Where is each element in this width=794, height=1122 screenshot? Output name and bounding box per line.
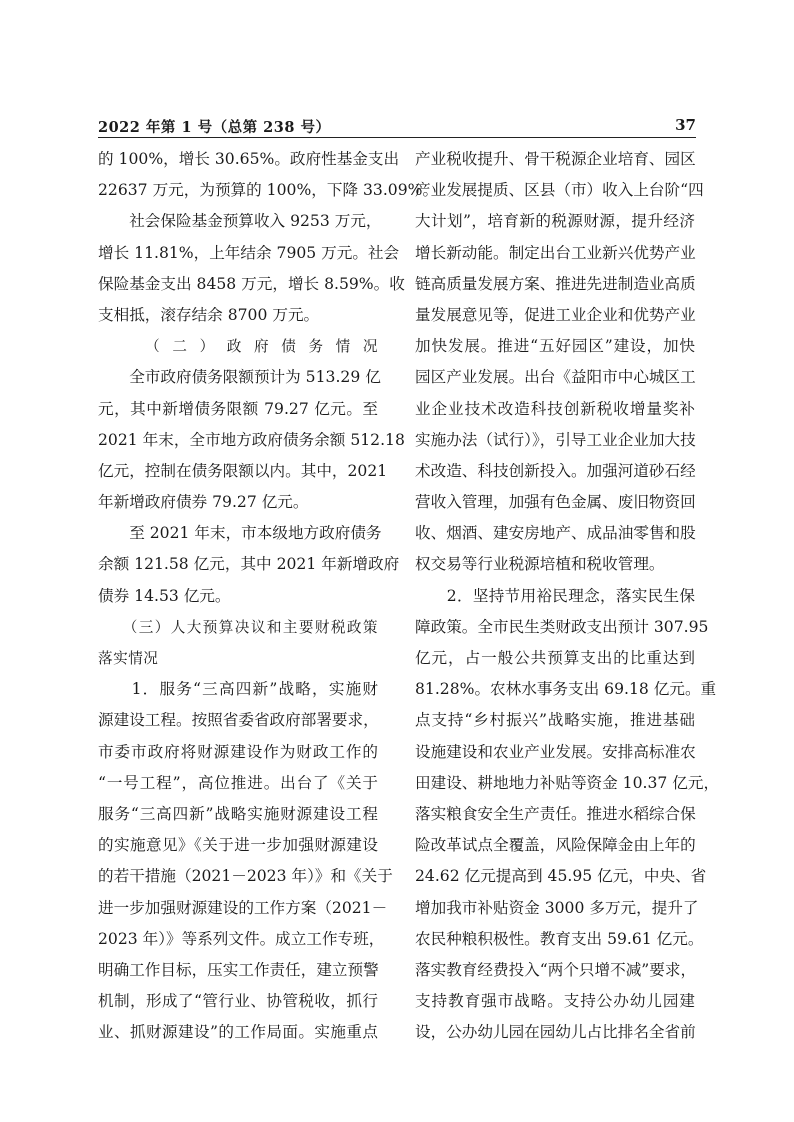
text-line: 保险基金支出 8458 万元，增长 8.59%。收 — [98, 274, 405, 293]
text-line: 全市政府债务限额预计为 513.29 亿 — [98, 368, 381, 387]
text-line: 支相抵，滚存结余 8700 万元。 — [98, 305, 320, 324]
page-number: 37 — [675, 116, 696, 134]
text-line: 术改造、科技创新投入。加强河道砂石经 — [415, 461, 696, 480]
text-line: 年新增政府债券 79.27 亿元。 — [98, 493, 309, 512]
text-line: 量发展意见等，促进工业企业和优势产业 — [415, 305, 696, 324]
text-line: 链高质量发展方案、推进先进制造业高质 — [415, 274, 696, 293]
text-line: 服务“三高四新”战略实施财源建设工程 — [98, 804, 378, 823]
section-heading-line: 落实情况 — [98, 650, 159, 667]
text-line: 农民种粮积极性。教育支出 59.61 亿元。 — [415, 929, 704, 948]
text-line: 市委市政府将财源建设作为财政工作的 — [98, 742, 378, 761]
text-line: 产业税收提升、骨干税源企业培育、园区 — [415, 150, 696, 168]
text-line: 产业发展提质、区县（市）收入上台阶“四 — [415, 181, 704, 200]
text-line: 81.28%。农林水事务支出 69.18 亿元。重 — [415, 680, 717, 699]
text-line: 点支持“乡村振兴”战略实施，推进基础 — [415, 711, 695, 730]
text-line: 加快发展。推进“五好园区”建设，加快 — [415, 337, 695, 356]
text-line: 的 100%，增长 30.65%。政府性基金支出 — [98, 150, 400, 168]
text-line: 收、烟酒、建安房地产、成品油零售和股 — [415, 524, 696, 543]
text-line: “一号工程”，高位推进。出台了《关于 — [98, 773, 378, 792]
text-line: 权交易等行业税源培植和税收管理。 — [415, 555, 665, 574]
text-line: 设施建设和农业产业发展。安排高标准农 — [415, 742, 696, 761]
text-line: 债券 14.53 亿元。 — [98, 586, 231, 605]
text-line: 1．服务“三高四新”战略，实施财 — [98, 680, 378, 699]
text-line: 业企业技术改造科技创新税收增量奖补 — [415, 399, 695, 418]
text-line: 进一步加强财源建设的工作方案（2021－ — [98, 898, 388, 917]
text-line: 2．坚持节用裕民理念，落实民生保 — [415, 586, 695, 605]
header-rule — [98, 137, 696, 138]
section-heading-line: （三）人大预算决议和主要财税政策 — [98, 618, 378, 636]
text-line: 增加我市补贴资金 3000 多万元，提升了 — [415, 898, 699, 917]
text-line: 障政策。全市民生类财政支出预计 307.95 — [415, 617, 709, 636]
text-line: 亿元，占一般公共预算支出的比重达到 — [415, 649, 695, 667]
text-line: 的若干措施（2021－2023 年）》和《关于 — [98, 867, 393, 886]
text-line: 实施办法（试行）》，引导工业企业加大技 — [415, 430, 696, 449]
text-line: 营收入管理，加强有色金属、废旧物资回 — [415, 493, 696, 512]
text-line: 增长新动能。制定出台工业新兴优势产业 — [415, 243, 696, 262]
text-line: 24.62 亿元提高到 45.95 亿元，中央、省 — [415, 867, 707, 886]
text-line: 机制，形成了“管行业、协管税收，抓行 — [98, 992, 378, 1011]
text-line: 大计划”，培育新的税源财源，提升经济 — [415, 212, 695, 231]
right-text-column — [415, 144, 720, 1048]
text-line: 业、抓财源建设”的工作局面。实施重点 — [98, 1023, 378, 1042]
text-line: 22637 万元，为预算的 100%，下降 33.09%。 — [98, 181, 439, 200]
text-line: 支持教育强市战略。支持公办幼儿园建 — [415, 992, 695, 1011]
text-line: 增长 11.81%，上年结余 7905 万元。社会 — [98, 243, 400, 262]
text-line: 设，公办幼儿园在园幼儿占比排名全省前 — [415, 1023, 696, 1042]
text-line: 余额 121.58 亿元，其中 2021 年新增政府 — [98, 555, 400, 574]
text-line: 明确工作目标，压实工作责任，建立预警 — [98, 960, 379, 979]
section-heading-line: （二）政府债务情况 — [98, 338, 378, 356]
text-line: 亿元，控制在债务限额以内。其中，2021 — [98, 461, 388, 480]
text-line: 2021 年末，全市地方政府债务余额 512.18 — [98, 430, 405, 449]
running-header — [98, 116, 696, 138]
text-line: 社会保险基金预算收入 9253 万元， — [98, 212, 382, 231]
text-line: 落实教育经费投入“两个只增不减”要求， — [415, 960, 697, 979]
text-line: 至 2021 年末，市本级地方政府债务 — [98, 524, 382, 543]
text-line: 的实施意见》《关于进一步加强财源建设 — [98, 836, 378, 855]
text-line: 落实粮食安全生产责任。推进水稻综合保 — [415, 804, 696, 823]
text-line: 险改革试点全覆盖，风险保障金由上年的 — [415, 836, 696, 855]
issue-info: 2022 年第 1 号（总第 238 号） — [98, 119, 331, 136]
text-line: 园区产业发展。出台《益阳市中心城区工 — [415, 368, 696, 387]
text-line: 元，其中新增债务限额 79.27 亿元。至 — [98, 399, 378, 418]
left-text-column — [98, 144, 439, 1048]
text-line: 2023 年）》等系列文件。成立工作专班， — [98, 929, 385, 948]
text-line: 田建设、耕地地力补贴等资金 10.37 亿元， — [415, 773, 720, 792]
text-line: 源建设工程。按照省委省政府部署要求， — [98, 711, 379, 730]
